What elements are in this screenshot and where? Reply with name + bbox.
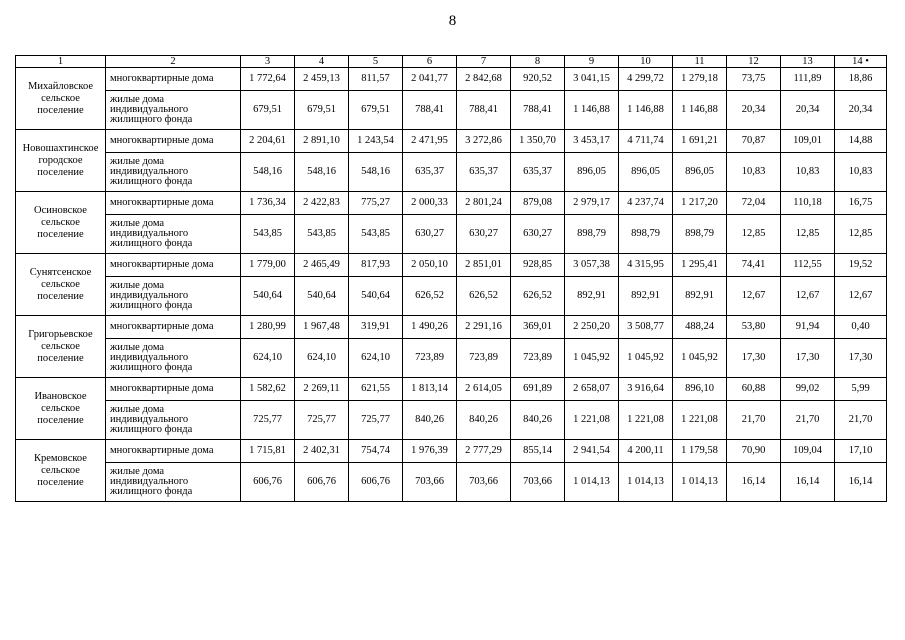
header-cell: 10 bbox=[619, 56, 673, 68]
value-cell: 110,18 bbox=[781, 192, 835, 215]
value-cell: 4 200,11 bbox=[619, 440, 673, 463]
value-cell: 12,85 bbox=[727, 215, 781, 254]
header-cell: 13 bbox=[781, 56, 835, 68]
housing-type: многоквартирные дома bbox=[106, 130, 241, 153]
table-row bbox=[16, 463, 887, 502]
value-cell: 60,88 bbox=[727, 378, 781, 401]
table-row bbox=[16, 192, 887, 215]
value-cell: 10,83 bbox=[835, 153, 887, 192]
value-cell: 1 582,62 bbox=[241, 378, 295, 401]
table-row bbox=[16, 68, 887, 91]
value-cell: 1 146,88 bbox=[619, 91, 673, 130]
value-cell: 2 000,33 bbox=[403, 192, 457, 215]
value-cell: 20,34 bbox=[835, 91, 887, 130]
value-cell: 74,41 bbox=[727, 254, 781, 277]
value-cell: 12,85 bbox=[835, 215, 887, 254]
value-cell: 1 146,88 bbox=[673, 91, 727, 130]
value-cell: 898,79 bbox=[565, 215, 619, 254]
value-cell: 1 221,08 bbox=[619, 401, 673, 440]
table-row bbox=[16, 401, 887, 440]
housing-type: многоквартирные дома bbox=[106, 68, 241, 91]
value-cell: 725,77 bbox=[241, 401, 295, 440]
value-cell: 606,76 bbox=[349, 463, 403, 502]
table-row bbox=[16, 215, 887, 254]
value-cell: 543,85 bbox=[349, 215, 403, 254]
value-cell: 1 221,08 bbox=[565, 401, 619, 440]
value-cell: 624,10 bbox=[349, 339, 403, 378]
value-cell: 2 041,77 bbox=[403, 68, 457, 91]
value-cell: 635,37 bbox=[511, 153, 565, 192]
value-cell: 543,85 bbox=[295, 215, 349, 254]
value-cell: 896,05 bbox=[673, 153, 727, 192]
value-cell: 626,52 bbox=[511, 277, 565, 316]
value-cell: 1 772,64 bbox=[241, 68, 295, 91]
header-row bbox=[16, 56, 887, 68]
value-cell: 109,01 bbox=[781, 130, 835, 153]
housing-type: жилые дома индивидуального жилищного фонда bbox=[106, 339, 241, 378]
value-cell: 1 045,92 bbox=[565, 339, 619, 378]
value-cell: 2 204,61 bbox=[241, 130, 295, 153]
value-cell: 17,10 bbox=[835, 440, 887, 463]
value-cell: 1 715,81 bbox=[241, 440, 295, 463]
value-cell: 855,14 bbox=[511, 440, 565, 463]
value-cell: 2 658,07 bbox=[565, 378, 619, 401]
value-cell: 0,40 bbox=[835, 316, 887, 339]
value-cell: 624,10 bbox=[241, 339, 295, 378]
value-cell: 2 471,95 bbox=[403, 130, 457, 153]
value-cell: 21,70 bbox=[727, 401, 781, 440]
value-cell: 2 465,49 bbox=[295, 254, 349, 277]
value-cell: 2 801,24 bbox=[457, 192, 511, 215]
housing-type: жилые дома индивидуального жилищного фонда bbox=[106, 215, 241, 254]
value-cell: 369,01 bbox=[511, 316, 565, 339]
value-cell: 19,52 bbox=[835, 254, 887, 277]
value-cell: 788,41 bbox=[457, 91, 511, 130]
value-cell: 1 279,18 bbox=[673, 68, 727, 91]
value-cell: 21,70 bbox=[781, 401, 835, 440]
housing-type: многоквартирные дома bbox=[106, 316, 241, 339]
header-cell: 6 bbox=[403, 56, 457, 68]
value-cell: 896,05 bbox=[619, 153, 673, 192]
value-cell: 548,16 bbox=[349, 153, 403, 192]
value-cell: 18,86 bbox=[835, 68, 887, 91]
value-cell: 3 272,86 bbox=[457, 130, 511, 153]
value-cell: 2 050,10 bbox=[403, 254, 457, 277]
value-cell: 691,89 bbox=[511, 378, 565, 401]
value-cell: 3 508,77 bbox=[619, 316, 673, 339]
value-cell: 840,26 bbox=[457, 401, 511, 440]
value-cell: 1 280,99 bbox=[241, 316, 295, 339]
value-cell: 723,89 bbox=[511, 339, 565, 378]
value-cell: 2 250,20 bbox=[565, 316, 619, 339]
value-cell: 879,08 bbox=[511, 192, 565, 215]
value-cell: 2 402,31 bbox=[295, 440, 349, 463]
value-cell: 1 295,41 bbox=[673, 254, 727, 277]
value-cell: 548,16 bbox=[241, 153, 295, 192]
value-cell: 626,52 bbox=[403, 277, 457, 316]
value-cell: 635,37 bbox=[457, 153, 511, 192]
table-row bbox=[16, 91, 887, 130]
header-cell: 12 bbox=[727, 56, 781, 68]
value-cell: 5,99 bbox=[835, 378, 887, 401]
value-cell: 2 291,16 bbox=[457, 316, 511, 339]
value-cell: 12,67 bbox=[727, 277, 781, 316]
value-cell: 21,70 bbox=[835, 401, 887, 440]
value-cell: 1 014,13 bbox=[565, 463, 619, 502]
value-cell: 725,77 bbox=[295, 401, 349, 440]
value-cell: 775,27 bbox=[349, 192, 403, 215]
settlement-name: Осиновское сельское поселение bbox=[16, 192, 106, 254]
value-cell: 540,64 bbox=[295, 277, 349, 316]
value-cell: 703,66 bbox=[511, 463, 565, 502]
header-cell: 14 • bbox=[835, 56, 887, 68]
housing-type: жилые дома индивидуального жилищного фонда bbox=[106, 153, 241, 192]
value-cell: 12,85 bbox=[781, 215, 835, 254]
tariff-table bbox=[15, 55, 887, 502]
value-cell: 626,52 bbox=[457, 277, 511, 316]
value-cell: 488,24 bbox=[673, 316, 727, 339]
table-row bbox=[16, 339, 887, 378]
header-cell: 2 bbox=[106, 56, 241, 68]
value-cell: 635,37 bbox=[403, 153, 457, 192]
value-cell: 624,10 bbox=[295, 339, 349, 378]
value-cell: 1 045,92 bbox=[619, 339, 673, 378]
value-cell: 723,89 bbox=[457, 339, 511, 378]
value-cell: 630,27 bbox=[403, 215, 457, 254]
value-cell: 20,34 bbox=[727, 91, 781, 130]
housing-type: жилые дома индивидуального жилищного фонда bbox=[106, 463, 241, 502]
table-row bbox=[16, 316, 887, 339]
value-cell: 896,05 bbox=[565, 153, 619, 192]
value-cell: 70,90 bbox=[727, 440, 781, 463]
value-cell: 4 315,95 bbox=[619, 254, 673, 277]
value-cell: 1 179,58 bbox=[673, 440, 727, 463]
header-cell: 4 bbox=[295, 56, 349, 68]
value-cell: 788,41 bbox=[511, 91, 565, 130]
value-cell: 10,83 bbox=[727, 153, 781, 192]
value-cell: 1 350,70 bbox=[511, 130, 565, 153]
value-cell: 319,91 bbox=[349, 316, 403, 339]
value-cell: 2 851,01 bbox=[457, 254, 511, 277]
housing-type: жилые дома индивидуального жилищного фонда bbox=[106, 91, 241, 130]
value-cell: 1 243,54 bbox=[349, 130, 403, 153]
value-cell: 840,26 bbox=[511, 401, 565, 440]
value-cell: 1 217,20 bbox=[673, 192, 727, 215]
value-cell: 53,80 bbox=[727, 316, 781, 339]
value-cell: 679,51 bbox=[349, 91, 403, 130]
value-cell: 725,77 bbox=[349, 401, 403, 440]
value-cell: 2 422,83 bbox=[295, 192, 349, 215]
value-cell: 12,67 bbox=[835, 277, 887, 316]
value-cell: 2 459,13 bbox=[295, 68, 349, 91]
value-cell: 920,52 bbox=[511, 68, 565, 91]
value-cell: 16,14 bbox=[835, 463, 887, 502]
value-cell: 1 736,34 bbox=[241, 192, 295, 215]
value-cell: 99,02 bbox=[781, 378, 835, 401]
value-cell: 109,04 bbox=[781, 440, 835, 463]
header-cell: 5 bbox=[349, 56, 403, 68]
value-cell: 2 777,29 bbox=[457, 440, 511, 463]
settlement-name: Сунятсенское сельское поселение bbox=[16, 254, 106, 316]
value-cell: 788,41 bbox=[403, 91, 457, 130]
value-cell: 1 490,26 bbox=[403, 316, 457, 339]
table-row bbox=[16, 277, 887, 316]
settlement-name: Кремовское сельское поселение bbox=[16, 440, 106, 502]
value-cell: 4 299,72 bbox=[619, 68, 673, 91]
settlement-name: Михайловское сельское поселение bbox=[16, 68, 106, 130]
table-row bbox=[16, 254, 887, 277]
value-cell: 606,76 bbox=[241, 463, 295, 502]
value-cell: 723,89 bbox=[403, 339, 457, 378]
value-cell: 72,04 bbox=[727, 192, 781, 215]
value-cell: 630,27 bbox=[457, 215, 511, 254]
value-cell: 4 237,74 bbox=[619, 192, 673, 215]
value-cell: 4 711,74 bbox=[619, 130, 673, 153]
value-cell: 811,57 bbox=[349, 68, 403, 91]
value-cell: 1 045,92 bbox=[673, 339, 727, 378]
housing-type: многоквартирные дома bbox=[106, 440, 241, 463]
value-cell: 16,14 bbox=[781, 463, 835, 502]
value-cell: 1 146,88 bbox=[565, 91, 619, 130]
value-cell: 540,64 bbox=[241, 277, 295, 316]
value-cell: 3 453,17 bbox=[565, 130, 619, 153]
table-row bbox=[16, 440, 887, 463]
value-cell: 3 916,64 bbox=[619, 378, 673, 401]
settlement-name: Ивановское сельское поселение bbox=[16, 378, 106, 440]
value-cell: 91,94 bbox=[781, 316, 835, 339]
value-cell: 17,30 bbox=[727, 339, 781, 378]
value-cell: 1 691,21 bbox=[673, 130, 727, 153]
value-cell: 10,83 bbox=[781, 153, 835, 192]
value-cell: 3 041,15 bbox=[565, 68, 619, 91]
value-cell: 679,51 bbox=[241, 91, 295, 130]
header-cell: 7 bbox=[457, 56, 511, 68]
value-cell: 20,34 bbox=[781, 91, 835, 130]
value-cell: 1 813,14 bbox=[403, 378, 457, 401]
value-cell: 703,66 bbox=[457, 463, 511, 502]
settlement-name: Григорьевское сельское поселение bbox=[16, 316, 106, 378]
header-cell: 3 bbox=[241, 56, 295, 68]
value-cell: 2 614,05 bbox=[457, 378, 511, 401]
value-cell: 892,91 bbox=[565, 277, 619, 316]
value-cell: 1 221,08 bbox=[673, 401, 727, 440]
table-row bbox=[16, 130, 887, 153]
value-cell: 2 979,17 bbox=[565, 192, 619, 215]
header-cell: 1 bbox=[16, 56, 106, 68]
table-row bbox=[16, 153, 887, 192]
value-cell: 1 967,48 bbox=[295, 316, 349, 339]
value-cell: 70,87 bbox=[727, 130, 781, 153]
value-cell: 703,66 bbox=[403, 463, 457, 502]
value-cell: 896,10 bbox=[673, 378, 727, 401]
value-cell: 621,55 bbox=[349, 378, 403, 401]
value-cell: 112,55 bbox=[781, 254, 835, 277]
settlement-name: Новошахтинское городское поселение bbox=[16, 130, 106, 192]
header-cell: 9 bbox=[565, 56, 619, 68]
housing-type: жилые дома индивидуального жилищного фонда bbox=[106, 277, 241, 316]
value-cell: 2 941,54 bbox=[565, 440, 619, 463]
value-cell: 16,75 bbox=[835, 192, 887, 215]
value-cell: 543,85 bbox=[241, 215, 295, 254]
value-cell: 754,74 bbox=[349, 440, 403, 463]
value-cell: 2 842,68 bbox=[457, 68, 511, 91]
housing-type: многоквартирные дома bbox=[106, 192, 241, 215]
value-cell: 17,30 bbox=[835, 339, 887, 378]
value-cell: 817,93 bbox=[349, 254, 403, 277]
value-cell: 12,67 bbox=[781, 277, 835, 316]
value-cell: 898,79 bbox=[673, 215, 727, 254]
housing-type: жилые дома индивидуального жилищного фонда bbox=[106, 401, 241, 440]
value-cell: 898,79 bbox=[619, 215, 673, 254]
value-cell: 14,88 bbox=[835, 130, 887, 153]
value-cell: 73,75 bbox=[727, 68, 781, 91]
value-cell: 1 779,00 bbox=[241, 254, 295, 277]
housing-type: многоквартирные дома bbox=[106, 378, 241, 401]
value-cell: 3 057,38 bbox=[565, 254, 619, 277]
value-cell: 679,51 bbox=[295, 91, 349, 130]
value-cell: 1 014,13 bbox=[619, 463, 673, 502]
value-cell: 111,89 bbox=[781, 68, 835, 91]
value-cell: 840,26 bbox=[403, 401, 457, 440]
value-cell: 892,91 bbox=[673, 277, 727, 316]
value-cell: 630,27 bbox=[511, 215, 565, 254]
value-cell: 928,85 bbox=[511, 254, 565, 277]
value-cell: 16,14 bbox=[727, 463, 781, 502]
value-cell: 2 269,11 bbox=[295, 378, 349, 401]
page-number: 8 bbox=[448, 13, 457, 29]
value-cell: 1 976,39 bbox=[403, 440, 457, 463]
value-cell: 606,76 bbox=[295, 463, 349, 502]
value-cell: 2 891,10 bbox=[295, 130, 349, 153]
header-cell: 8 bbox=[511, 56, 565, 68]
value-cell: 892,91 bbox=[619, 277, 673, 316]
value-cell: 548,16 bbox=[295, 153, 349, 192]
value-cell: 540,64 bbox=[349, 277, 403, 316]
header-cell: 11 bbox=[673, 56, 727, 68]
value-cell: 1 014,13 bbox=[673, 463, 727, 502]
housing-type: многоквартирные дома bbox=[106, 254, 241, 277]
table-row bbox=[16, 378, 887, 401]
value-cell: 17,30 bbox=[781, 339, 835, 378]
